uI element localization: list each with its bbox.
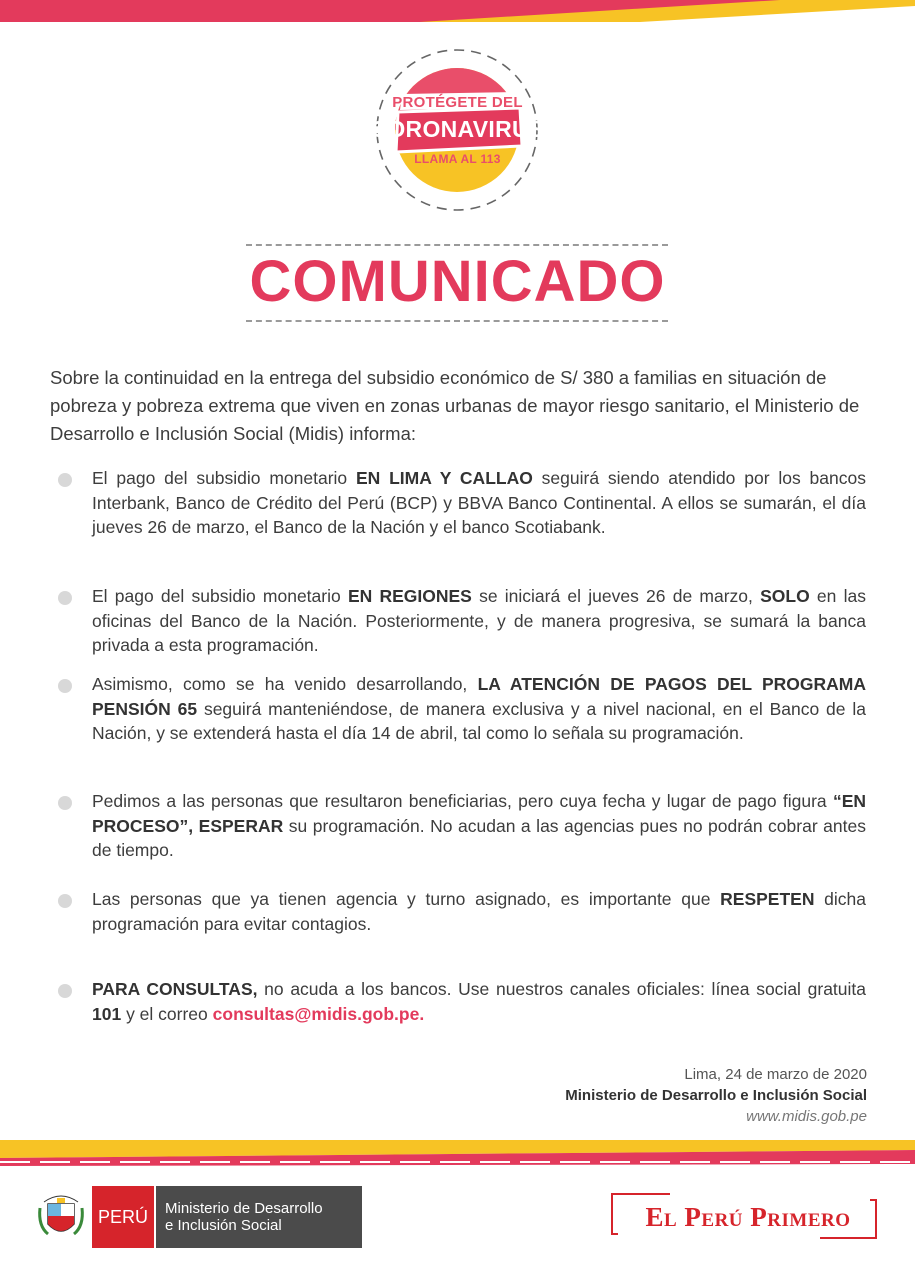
- list-item-text: El pago del subsidio monetario EN LIMA Y CALLAO seguirá siendo atendido por los bancos Interbank, Banco de Crédito del Perú (BCP) y BBVA Banco Continental. A ellos se sumarán, el día jueves 26 de marzo, el Banco de la Nación y el banco Scotiabank.: [92, 468, 866, 537]
- top-stripe: [0, 0, 915, 24]
- bottom-stripe: [0, 1140, 915, 1172]
- ministry-logo-box: [156, 1186, 362, 1248]
- badge-line3: LLAMA AL 113: [414, 152, 501, 166]
- list-item-text: Pedimos a las personas que resultaron beneficiarias, pero cuya fecha y lugar de pago figura “EN PROCESO”, ESPERAR su programación. No acudan a las agencias pues no podrán cobrar antes de tiempo.: [92, 791, 866, 860]
- ministry-line2: e Inclusión Social: [165, 1217, 282, 1234]
- bullet-dot: [58, 796, 72, 810]
- signature-block: [565, 1064, 867, 1127]
- el-peru-primero-logo: [610, 1190, 880, 1244]
- bullet-dot: [58, 679, 72, 693]
- title-top-rule: [246, 244, 668, 246]
- bullet-dot: [58, 591, 72, 605]
- list-item-text: Las personas que ya tienen agencia y turno asignado, es importante que RESPETEN dicha programación para evitar contagios.: [92, 889, 867, 934]
- coronavirus-badge: [350, 42, 565, 222]
- list-item: [58, 672, 866, 746]
- bullet-dot: [58, 473, 72, 487]
- slogan-text: El Perú Primero: [645, 1202, 851, 1232]
- list-item-text: Asimismo, como se ha venido desarrollando, LA ATENCIÓN DE PAGOS DEL PROGRAMA PENSIÓN 65 seguirá manteniéndose, de manera exclusiva y a nivel nacional, en el Banco de la Nación, y se extenderá hasta el día 14 de abril, tal como lo señala su programación.: [92, 674, 867, 743]
- signature-place-date: Lima, 24 de marzo de 2020: [684, 1066, 867, 1083]
- peru-logo-box: PERÚ: [92, 1186, 154, 1248]
- peru-coat-of-arms-icon: [34, 1186, 88, 1246]
- signature-website[interactable]: www.midis.gob.pe: [746, 1108, 867, 1125]
- badge-line2: CORONAVIRUS: [370, 116, 545, 142]
- list-item: [58, 887, 866, 936]
- signature-org: Ministerio de Desarrollo e Inclusión Social: [565, 1087, 867, 1104]
- page-title: COMUNICADO: [249, 249, 666, 314]
- list-item: [58, 584, 866, 658]
- title-bottom-rule: [246, 320, 668, 322]
- list-item: [58, 789, 866, 863]
- list-item-text: El pago del subsidio monetario EN REGIONES se iniciará el jueves 26 de marzo, SOLO en las oficinas del Banco de la Nación. Posteriormente, y de manera progresiva, se sumará la banca privada a esta programación.: [92, 586, 866, 655]
- badge-line1: PROTÉGETE DEL: [392, 94, 523, 111]
- ministry-line1: Ministerio de Desarrollo: [165, 1200, 323, 1217]
- bullet-dot: [58, 984, 72, 998]
- email-link[interactable]: consultas@midis.gob.pe: [212, 1003, 420, 1024]
- bullet-dot: [58, 894, 72, 908]
- intro-paragraph: Sobre la continuidad en la entrega del subsidio económico de S/ 380 a familias en situación de pobreza y pobreza extrema que viven en zonas urbanas de mayor riesgo sanitario, el Ministerio de Desarrollo e Inclusión Social (Midis) informa:: [50, 367, 860, 444]
- list-item: [58, 466, 866, 540]
- list-item: [58, 977, 866, 1026]
- list-item-text: PARA CONSULTAS, no acuda a los bancos. Use nuestros canales oficiales: línea social gratuita 101 y el correo consultas@midis.gob.pe.: [92, 979, 866, 1024]
